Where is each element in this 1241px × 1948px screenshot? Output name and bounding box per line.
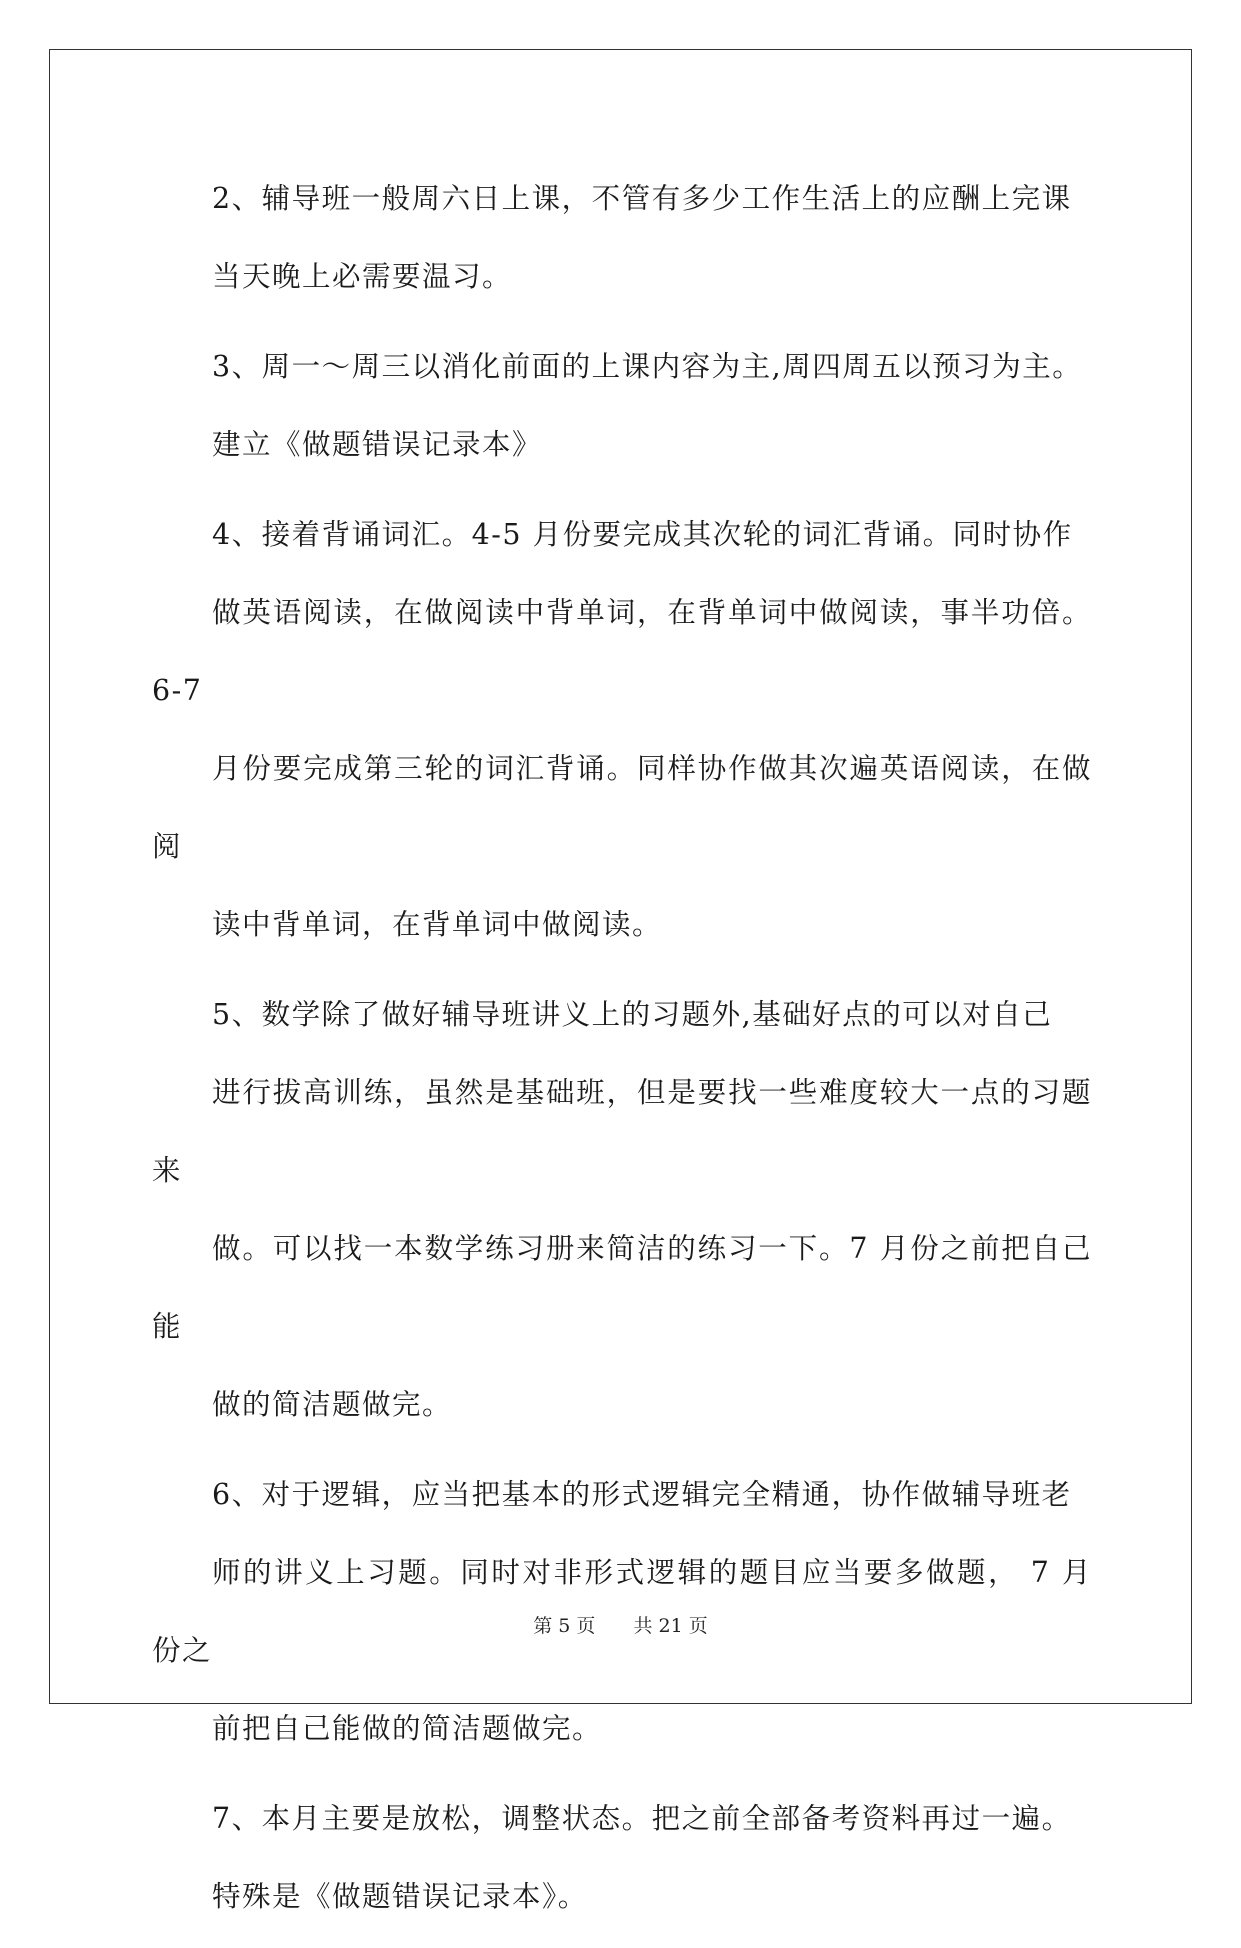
page-footer: [0, 1611, 1241, 1638]
text-line: 4、接着背诵词汇。4-5 月份要完成其次轮的词汇背诵。同时协作: [212, 518, 1073, 551]
text-line: 月份要完成第三轮的词汇背诵。同样协作做其次遍英语阅读，在做阅: [152, 752, 1092, 863]
document-body: [152, 160, 1092, 1948]
paragraph-7: [152, 1780, 1092, 1936]
text-line: 师的讲义上习题。同时对非形式逻辑的题目应当要多做题， 7 月份之: [152, 1556, 1092, 1667]
text-line: 7、本月主要是放松，调整状态。把之前全部备考资料再过一遍。: [212, 1802, 1072, 1835]
text-line: 特殊是《做题错误记录本》。: [212, 1880, 588, 1913]
text-line: 进行拔高训练，虽然是基础班，但是要找一些难度较大一点的习题来: [152, 1076, 1092, 1187]
paragraph-3: [152, 328, 1092, 484]
text-line: 读中背单词，在背单词中做阅读。: [212, 908, 663, 941]
text-line: 做的简洁题做完。: [212, 1388, 453, 1421]
text-line: 做英语阅读，在做阅读中背单词，在背单词中做阅读，事半功倍。6-7: [152, 596, 1092, 707]
text-line: 做。可以找一本数学练习册来简洁的练习一下。7 月份之前把自己能: [152, 1232, 1092, 1343]
text-line: 5、数学除了做好辅导班讲义上的习题外,基础好点的可以对自己: [212, 998, 1053, 1031]
text-line: 3、周一～周三以消化前面的上课内容为主,周四周五以预习为主。: [212, 350, 1083, 383]
text-line: 建立《做题错误记录本》: [212, 428, 543, 461]
page-total: 共 21 页: [633, 1615, 708, 1637]
paragraph-2: [152, 160, 1092, 316]
text-line: 当天晚上必需要温习。: [212, 260, 513, 293]
text-line: 6、对于逻辑，应当把基本的形式逻辑完全精通，协作做辅导班老: [212, 1478, 1072, 1511]
page-number: 第 5 页: [533, 1615, 596, 1637]
paragraph-4: [152, 496, 1092, 964]
paragraph-5: [152, 976, 1092, 1444]
text-line: 前把自己能做的简洁题做完。: [212, 1712, 603, 1745]
text-line: 2、辅导班一般周六日上课，不管有多少工作生活上的应酬上完课: [212, 182, 1072, 215]
